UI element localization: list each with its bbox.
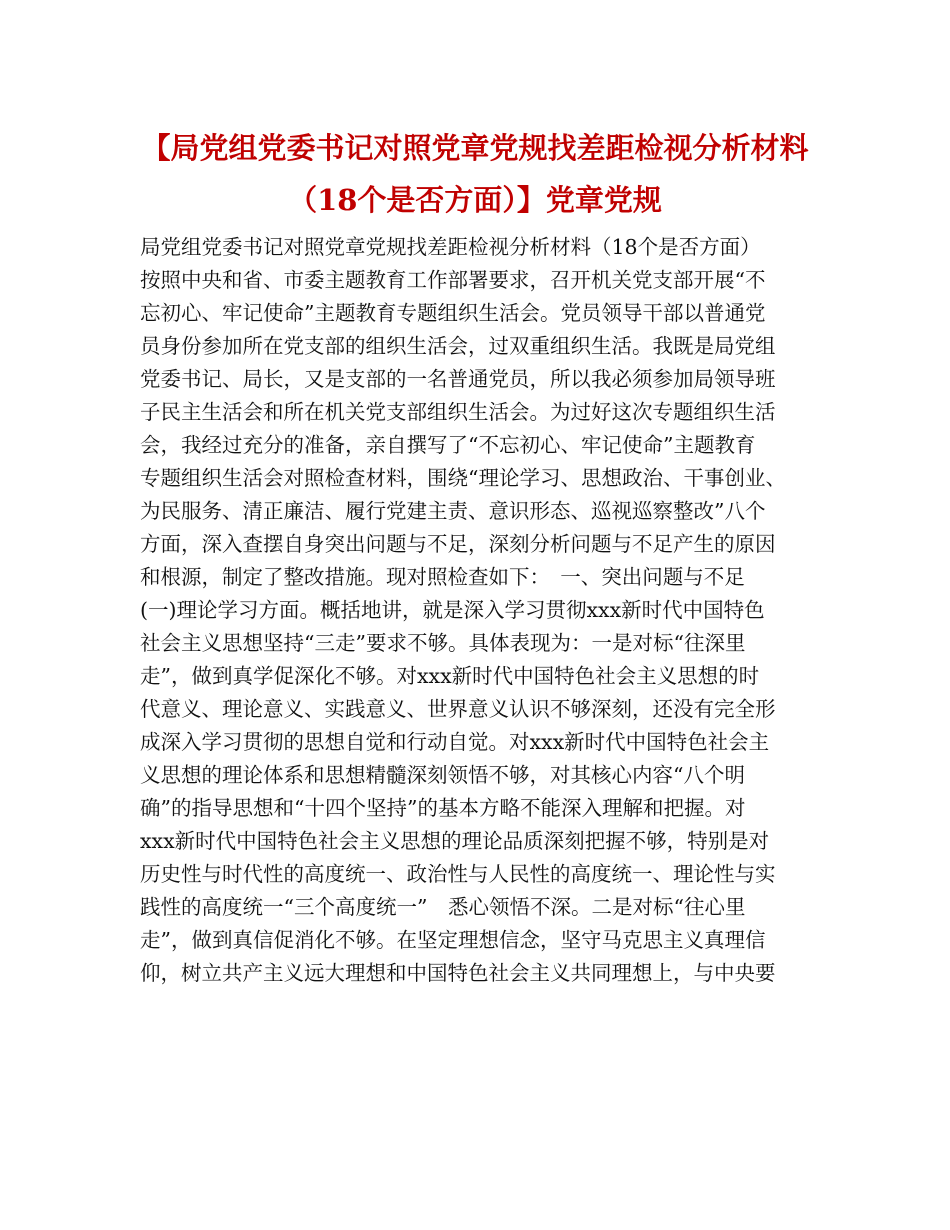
body-line: 专题组织生活会对照检查材料，围绕“理论学习、思想政治、干事创业、 <box>140 466 786 490</box>
body-line: 历史性与时代性的高度统一、政治性与人民性的高度统一、理论性与实 <box>140 862 776 886</box>
document-title-line-2: （18个是否方面）】党章党规 <box>288 183 662 217</box>
body-line: 确”的指导思想和“十四个坚持”的基本方略不能深入理解和把握。对 <box>140 796 746 820</box>
body-line: 走”，做到真信促消化不够。在坚定理想信念，坚守马克思主义真理信 <box>140 928 766 952</box>
body-line: 社会主义思想坚持“三走”要求不够。具体表现为：一是对标“往深里 <box>140 631 746 655</box>
body-line: (一)理论学习方面。概括地讲，就是深入学习贯彻xxx新时代中国特色 <box>140 598 765 622</box>
body-line: 践性的高度统一“三个高度统一” 悉心领悟不深。二是对标“往心里 <box>140 895 746 919</box>
body-line: 义思想的理论体系和思想精髓深刻领悟不够，对其核心内容“八个明 <box>140 763 745 787</box>
document-title-line-1: 【局党组党委书记对照党章党规找差距检视分析材料 <box>141 131 809 165</box>
body-line: 为民服务、清正廉洁、履行党建主责、意识形态、巡视巡察整改”八个 <box>140 499 766 523</box>
body-line: 子民主生活会和所在机关党支部组织生活会。为过好这次专题组织生活 <box>140 400 776 424</box>
body-line: 成深入学习贯彻的思想自觉和行动自觉。对xxx新时代中国特色社会主 <box>140 730 770 754</box>
body-line: xxx新时代中国特色社会主义思想的理论品质深刻把握不够，特别是对 <box>140 829 770 853</box>
body-line: 和根源，制定了整改措施。现对照检查如下： 一、突出问题与不足 <box>140 565 745 589</box>
body-line: 代意义、理论意义、实践意义、世界意义认识不够深刻，还没有完全形 <box>140 697 776 721</box>
body-line: 局党组党委书记对照党章党规找差距检视分析材料（18个是否方面） <box>140 235 761 259</box>
body-line: 党委书记、局长，又是支部的一名普通党员，所以我必须参加局领导班 <box>140 367 776 391</box>
body-line: 方面，深入查摆自身突出问题与不足，深刻分析问题与不足产生的原因 <box>140 532 776 556</box>
body-line: 员身份参加所在党支部的组织生活会，过双重组织生活。我既是局党组 <box>140 334 776 358</box>
body-line: 忘初心、牢记使命”主题教育专题组织生活会。党员领导干部以普通党 <box>140 301 766 325</box>
body-line: 走”，做到真学促深化不够。对xxx新时代中国特色社会主义思想的时 <box>140 664 760 688</box>
body-line: 按照中央和省、市委主题教育工作部署要求，召开机关党支部开展“不 <box>140 268 766 292</box>
body-line: 仰，树立共产主义远大理想和中国特色社会主义共同理想上，与中央要 <box>140 961 776 985</box>
body-line: 会，我经过充分的准备，亲自撰写了“不忘初心、牢记使命”主题教育 <box>140 433 756 457</box>
